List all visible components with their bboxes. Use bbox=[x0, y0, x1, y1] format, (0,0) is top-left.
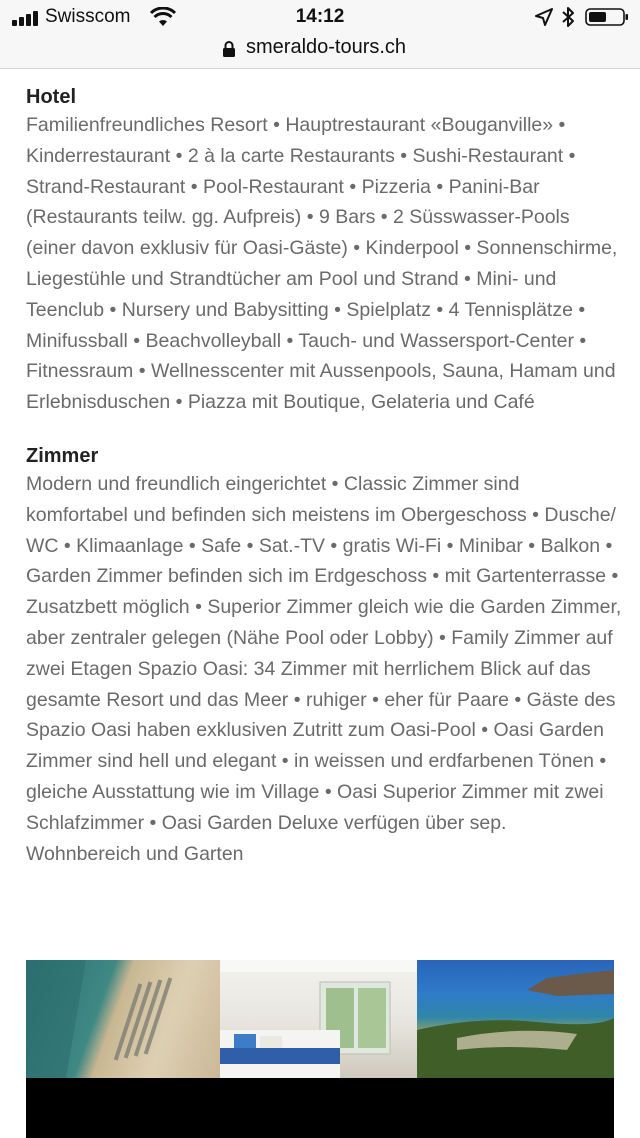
zimmer-description: Modern und freundlich eingerichtet • Classic Zimmer sind komfortabel und befinden sich meistens im Obergeschoss • Dusche/ WC • Klimaanlage • Safe • Sat.-TV • gratis Wi-Fi • Minibar • Balkon • Garden Zimmer befinden sich im Erdgeschoss • mit Gartenterrasse • Zusatzbett möglich • Superior Zimmer gleich wie die Garden Zimmer, aber zentraler gelegen (Nähe Pool oder Lobby) • Family Zimmer auf zwei Etagen Spazio Oasi: 34 Zimmer mit herrlichem Blick auf das gesamte Resort und das Meer • ruhiger • eher für Paare • Gäste des Spazio Oasi haben exklusiven Zutritt zum Oasi-Pool • Oasi Garden Zimmer sind hell und elegant • in weissen und erdfarbenen Tönen • gleiche Ausstattung wie im Village • Oasi Superior Zimmer mit zwei Schlafzimmer • Oasi Garden Deluxe verfügen über sep. Wohnbereich und Garten bbox=[26, 472, 622, 865]
zimmer-heading: Zimmer bbox=[26, 444, 99, 467]
hotel-description: Familienfreundliches Resort • Hauptrestaurant «Bouganville» • Kinderrestaurant • 2 à la carte Restaurants • Sushi-Restaurant • Strand-Restaurant • Pool-Restaurant • Pizzeria • Panini-Bar (Restaurants teilw. gg. Aufpreis) • 9 Bars • 2 Süsswasser-Pools (einer davon exklusiv für Oasi-Gäste) • Kinderpool • Sonnenschirme, Liegestühle und Strandtücher am Pool und Strand • Mini- und Teenclub • Nursery und Babysitting • Spielplatz • 4 Tennisplätze • Minifussball • Beachvolleyball • Tauch- und Wassersport-Center • Fitnessraum • Wellnesscenter mit Aussenpools, Sauna, Hamam und Erlebnisduschen • Piazza mit Boutique, Gelateria und Café bbox=[26, 114, 618, 414]
status-bar bbox=[0, 0, 640, 34]
browser-url-bar[interactable] bbox=[0, 34, 640, 69]
photo-gallery[interactable] bbox=[26, 960, 614, 1138]
photo-hotel-room[interactable] bbox=[220, 960, 417, 1078]
coast-image bbox=[417, 960, 614, 1078]
lock-icon bbox=[222, 40, 236, 58]
photo-beach-aerial[interactable] bbox=[26, 960, 220, 1078]
page-content bbox=[26, 84, 622, 869]
room-interior-image bbox=[220, 960, 417, 1078]
location-arrow-icon bbox=[535, 8, 553, 26]
photo-sea-coast[interactable] bbox=[417, 960, 614, 1078]
carrier-name: Swisscom bbox=[45, 6, 131, 27]
bluetooth-icon bbox=[561, 6, 575, 28]
url-text[interactable]: smeraldo-tours.ch bbox=[246, 36, 407, 58]
hotel-heading: Hotel bbox=[26, 86, 76, 108]
beach-umbrellas-image bbox=[26, 960, 220, 1078]
zimmer-section bbox=[26, 443, 622, 869]
hotel-section bbox=[26, 84, 622, 418]
battery-icon bbox=[585, 8, 629, 26]
clock: 14:12 bbox=[295, 6, 345, 27]
